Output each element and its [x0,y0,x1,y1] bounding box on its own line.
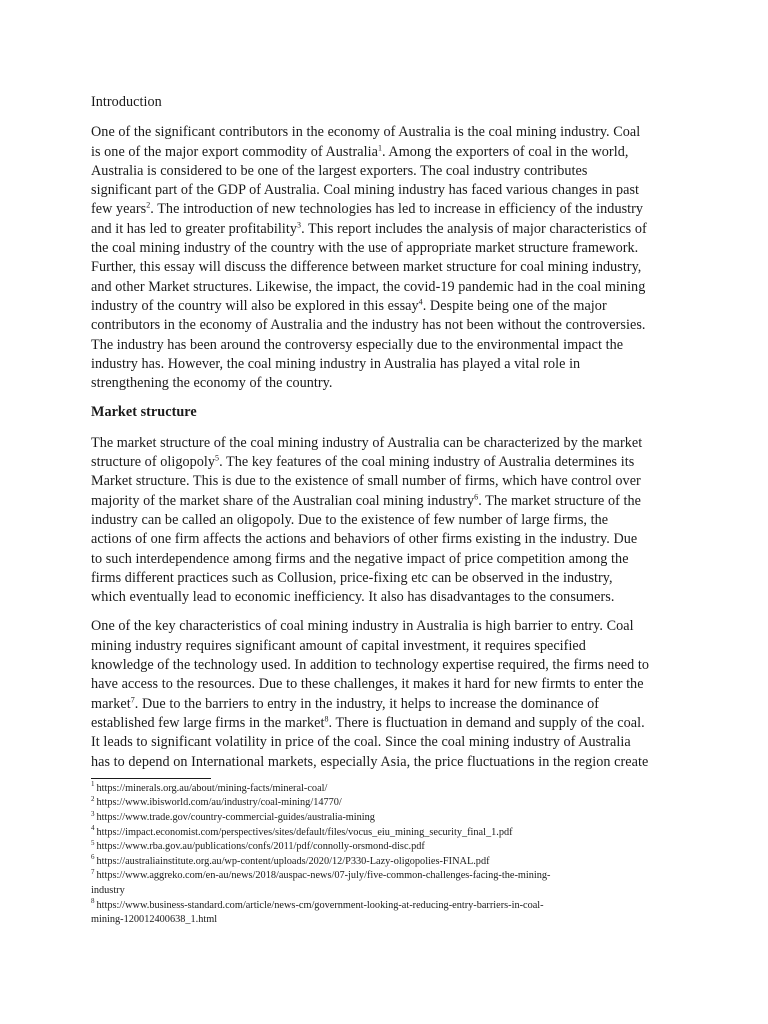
footnote-url[interactable]: https://www.aggreko.com/en-au/news/2018/auspac-news/07-july/five-common-challenges-facing-the-mining- industry [91,870,551,896]
footnote-number: 5 [91,838,95,847]
paragraph-text: . The market structure of the industry can be called an oligopoly. Due to the existence of few number of large firms, the actions of one firm affects the actions and behaviors of other firms existing in the industry. Due to such interdependence among firms and the negative impact of price competition among the firms different practices such as Collusion, price-fixing etc can be observed in the industry, which eventually lead to economic inefficiency. It also has disadvantages to the consumers. [91,492,641,606]
footnote-marker[interactable]: 4 [418,297,423,307]
footnote-number: 7 [91,867,95,876]
footnote-url[interactable]: https://www.ibisworld.com/au/industry/coal-mining/14770/ [96,797,342,809]
paragraph-text: . The introduction of new technologies has led to increase in efficiency of the industry and it has led to greater profitability [91,201,644,237]
paragraph-text: One of the significant contributors in the economy of Australia is the coal mining industry. Coal is one of the major export commodity of Australia [91,124,641,160]
paragraph-text: . The key features of the coal mining industry of Australia determines its Market structure. This is due to the existence of small number of firms, which have control over majority of the market share of the Australian coal mining industry [91,454,641,509]
paragraph-text: . There is fluctuation in demand and supply of the coal. It leads to significant volatility in price of the coal. Since the coal mining industry of Australia has to depend on International markets, especially Asia, the price fluctuations in the region create [91,714,649,770]
footnote-number: 6 [91,853,95,862]
footnotes-list [91,782,685,928]
footnote-marker[interactable]: 2 [146,200,151,210]
paragraph-text: One of the key characteristics of coal mining industry in Australia is high barrier to entry. Coal mining industry requires significant amount of capital investment, it requires specified knowledge of the technology used. In addition to technology expertise required, the firms need to have access to the resources. Due to these challenges, it makes it hard for new firmts to enter the market [91,618,650,712]
paragraph-market-structure-2 [91,617,685,771]
paragraph-text: . Despite being one of the major contributors in the economy of Australia and the industry has not been without the controversies. The industry has been around the controversy especially due to the environmental impact the industry has. However, the coal mining industry in Australia has played a vital role in strengthening the economy of the country. [91,297,646,392]
footnote-marker[interactable]: 7 [130,694,135,704]
footnote-item [91,840,685,855]
footnote-url[interactable]: https://australiainstitute.org.au/wp-content/uploads/2020/12/P330-Lazy-oligopolies-FINAL.pdf [96,855,490,867]
footnote-url[interactable]: https://minerals.org.au/about/mining-facts/mineral-coal/ [96,782,328,794]
footnote-item [91,782,685,797]
footnote-url[interactable]: https://www.rba.gov.au/publications/confs/2011/pdf/connolly-orsmond-disc.pdf [96,841,425,853]
footnote-number: 3 [91,809,95,818]
footnote-number: 1 [91,780,95,789]
footnote-marker[interactable]: 8 [324,714,329,724]
footnote-marker[interactable]: 6 [474,491,479,501]
paragraph-market-structure-1 [91,434,685,608]
footnote-number: 2 [91,794,95,803]
paragraph-introduction [91,123,685,393]
section-heading-introduction: Introduction [91,94,162,110]
footnote-item [91,899,685,928]
footnote-url[interactable]: https://impact.economist.com/perspectives/sites/default/files/vocus_eiu_mining_security_final_1.pdf [96,826,513,838]
footnote-divider [91,778,211,779]
document-page [91,93,685,928]
footnote-marker[interactable]: 5 [215,453,220,463]
footnote-marker[interactable]: 1 [377,142,382,152]
paragraph-text: . Due to the barriers to entry in the industry, it helps to increase the dominance of established few large firms in the market [91,695,600,731]
footnote-item [91,869,685,898]
section-heading-market-structure: Market structure [91,404,197,421]
footnote-item [91,811,685,826]
paragraph-text: The market structure of the coal mining industry of Australia can be characterized by the market structure of oligopoly [91,434,643,471]
paragraph-text: . This report includes the analysis of major characteristics of the coal mining industry of the country with the use of appropriate market structure framework. Further, this essay will discuss the difference between market structure for coal mining industry, and other Market structures. Likewise, the impact, the covid-19 pandemic had in the coal mining industry of the country will also be explored in this essay [91,220,647,314]
footnote-number: 4 [91,824,95,833]
footnote-item [91,855,685,870]
footnote-url[interactable]: https://www.trade.gov/country-commercial-guides/australia-mining [96,811,375,823]
footnote-item [91,826,685,841]
footnote-url[interactable]: https://www.business-standard.com/article/news-cm/government-looking-at-reducing-entry-barriers-in-coal- mining-120012400638_1.html [91,899,544,926]
footnote-item [91,796,685,811]
paragraph-text: . Among the exporters of coal in the world, Australia is considered to be one of the largest exporters. The coal industry contributes significant part of the GDP of Australia. Coal mining industry has faced various changes in past few years [91,143,640,218]
footnote-marker[interactable]: 3 [297,220,302,230]
footnote-number: 8 [91,897,95,906]
